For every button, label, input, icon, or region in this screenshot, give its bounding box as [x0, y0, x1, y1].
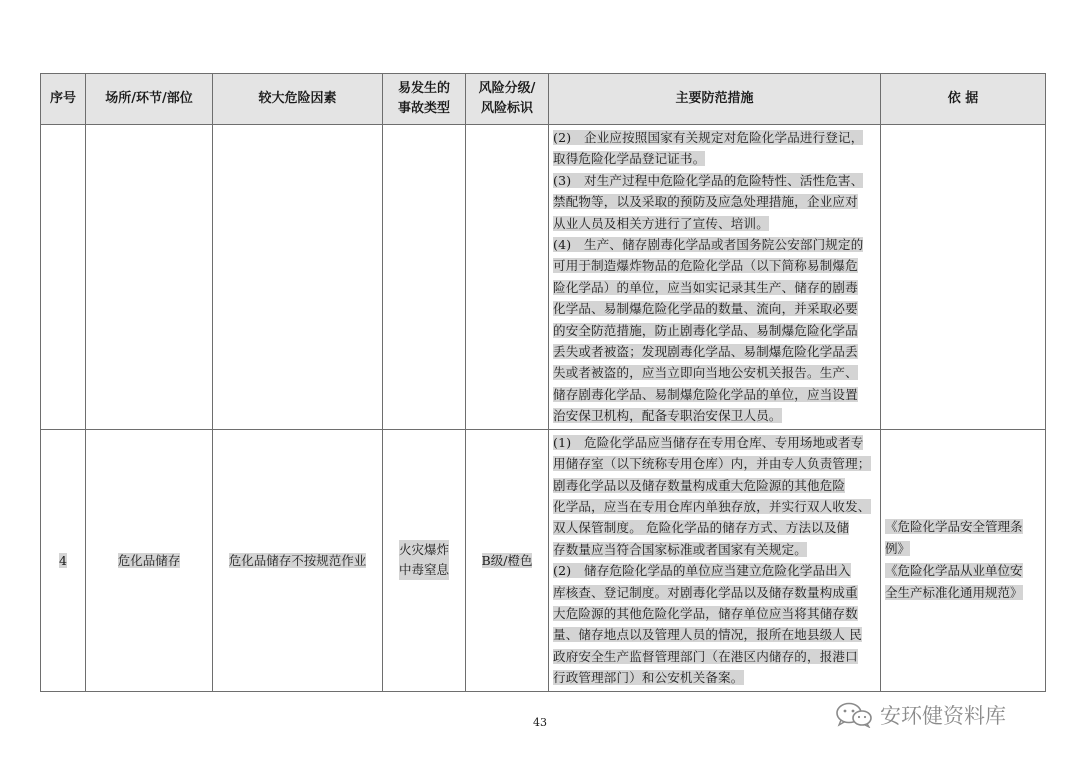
measure-line: (4) 生产、储存剧毒化学品或者国务院公安部门规定的	[553, 237, 864, 253]
basis-line: 《危险化学品从业单位安	[885, 563, 1023, 579]
measure-line: 双人保管制度。 危险化学品的储存方式、方法以及储	[553, 520, 850, 536]
measure-line: 存数量应当符合国家标准或者国家有关规定。	[553, 541, 808, 557]
measure-line: (2) 储存危险化学品的单位应当建立危险化学品出入	[553, 563, 851, 579]
cell-risk: B级/橙色	[466, 429, 549, 691]
header-row	[41, 74, 1046, 125]
header-basis: 依 据	[881, 74, 1046, 125]
cell-seq: 4	[41, 429, 86, 691]
cell-accident	[383, 125, 466, 430]
measure-line: (1) 危险化学品应当储存在专用仓库、专用场地或者专	[553, 434, 864, 450]
watermark-text: 安环健资料库	[880, 704, 1006, 728]
page-number: 43	[533, 716, 547, 729]
header-hazard: 较大危险因素	[213, 74, 383, 125]
measure-line: 治安保卫机构，配备专职治安保卫人员。	[553, 408, 782, 424]
cell-risk	[466, 125, 549, 430]
cell-basis	[881, 125, 1046, 430]
basis-line: 例》	[885, 541, 911, 557]
basis-line: 全生产标准化通用规范》	[885, 585, 1023, 601]
watermark	[834, 700, 1006, 730]
measure-line: 量、储存地点以及管理人员的情况，报所在地县级人 民	[553, 627, 862, 643]
cell-location	[86, 125, 213, 430]
table-row-4	[41, 429, 1046, 691]
measure-line: 从业人员及相关方进行了宣传、培训。	[553, 215, 769, 231]
cell-measures	[549, 125, 881, 430]
cell-location: 危化品储存	[86, 429, 213, 691]
cell-basis	[881, 429, 1046, 691]
measure-line: 险化学品）的单位，应当如实记录其生产、储存的剧毒	[553, 279, 858, 295]
measure-line: (3) 对生产过程中危险化学品的危险特性、活性危害、	[553, 172, 864, 188]
header-accident-type: 易发生的 事故类型	[383, 74, 466, 125]
header-seq: 序号	[41, 74, 86, 125]
measure-line: 失或者被盗的，应当立即向当地公安机关报告。生产、	[553, 365, 858, 381]
wechat-icon	[834, 702, 874, 728]
measure-line: 用储存室（以下统称专用仓库）内，并由专人负责管理；	[553, 456, 871, 472]
measure-line: 政府安全生产监督管理部门（在港区内储存的，报港口	[553, 648, 858, 664]
measure-line: 库核查、登记制度。对剧毒化学品以及储存数量构成重	[553, 584, 858, 600]
measure-line: 取得危险化学品登记证书。	[553, 151, 706, 167]
cell-hazard: 危化品储存不按规范作业	[213, 429, 383, 691]
measure-line: 化学品、易制爆危险化学品的数量、流向，并采取必要	[553, 301, 858, 317]
measure-line: 化学品，应当在专用仓库内单独存放，并实行双人收发、	[553, 498, 871, 514]
header-risk-level: 风险分级/ 风险标识	[466, 74, 549, 125]
measure-line: 禁配物等，以及采取的预防及应急处理措施，企业应对	[553, 194, 858, 210]
measure-line: (2) 企业应按照国家有关规定对危险化学品进行登记，	[553, 130, 864, 145]
measure-line: 剧毒化学品以及储存数量构成重大危险源的其他危险	[553, 477, 846, 493]
cell-accident: 火灾爆炸 中毒窒息	[383, 429, 466, 691]
basis-line: 《危险化学品安全管理条	[885, 519, 1023, 535]
header-measures: 主要防范措施	[549, 74, 881, 125]
table-row-continued	[41, 125, 1046, 430]
measure-line: 大危险源的其他危险化学品，储存单位应当将其储存数	[553, 605, 858, 621]
measure-line: 丢失或者被盗；发现剧毒化学品、易制爆危险化学品丢	[553, 344, 858, 360]
measure-line: 的安全防范措施，防止剧毒化学品、易制爆危险化学品	[553, 322, 858, 338]
measure-line: 储存剧毒化学品、易制爆危险化学品的单位，应当设置	[553, 386, 858, 402]
risk-table	[40, 73, 1046, 692]
cell-seq	[41, 125, 86, 430]
measure-line: 行政管理部门）和公安机关备案。	[553, 670, 744, 686]
cell-hazard	[213, 125, 383, 430]
measure-line: 可用于制造爆炸物品的危险化学品（以下简称易制爆危	[553, 258, 858, 274]
header-location: 场所/环节/部位	[86, 74, 213, 125]
cell-measures	[549, 429, 881, 691]
